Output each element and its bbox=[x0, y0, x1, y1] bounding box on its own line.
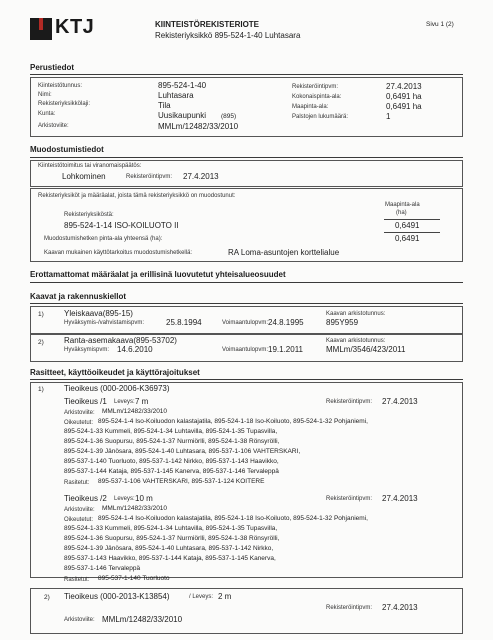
label-rekisteriyksikosta: Rekisteriyksiköstä: bbox=[64, 212, 114, 218]
section-title-kaavat: Kaavat ja rakennuskiellot bbox=[30, 292, 127, 301]
value-rekisteriyksikkolaji: Tila bbox=[158, 101, 171, 110]
header-ha: (ha) bbox=[396, 210, 407, 216]
label-maapinta-ala: Maapinta-ala: bbox=[292, 104, 329, 110]
rasite-sub-ark-value: MMLm/12482/33/2010 bbox=[102, 408, 168, 415]
value-kunta: Uusikaupunki bbox=[158, 111, 207, 120]
rasite-sub-line: 895-524-1-39 Jänösara, 895-524-1-40 Luhtasara, 895-537-1-106 VAHTERSKARI, bbox=[64, 448, 301, 455]
section-rule bbox=[30, 282, 463, 283]
rasite-sub-ras-label: Rasitetut: bbox=[64, 577, 90, 583]
rasite-sub-line: 895-524-1-36 Suopursu, 895-524-1-37 Nurmiörlli, 895-524-1-38 Rönsyrölli, bbox=[64, 535, 280, 542]
rasite-sub-rek-value: 27.4.2013 bbox=[382, 494, 418, 503]
rasite-item-leveys-value: 2 m bbox=[218, 592, 232, 601]
section-title-erottamattomat: Erottamattomat määräalat ja erillisinä luovutetut yhteisalueosuudet bbox=[30, 270, 286, 279]
rasite-sub-line: 895-524-1-33 Kummeli, 895-524-1-34 Luhtavilla, 895-524-1-35 Tupasvilla, bbox=[64, 525, 278, 532]
rasite-sub-rek-value: 27.4.2013 bbox=[382, 397, 418, 406]
label-palstojen-lukumaara: Palstojen lukumäärä: bbox=[292, 114, 349, 120]
kaava-item-voim-value: 19.1.2011 bbox=[268, 345, 303, 354]
rasite-sub-title: Tieoikeus /1 bbox=[64, 397, 107, 406]
rasite-item-number: 1) bbox=[38, 386, 44, 393]
rasite-sub-oik-label: Oikeutetut: bbox=[64, 517, 94, 523]
rasite-sub-line: 895-524-1-4 Iso-Koiluodon kalastajatila, 895-524-1-18 Iso-Koiluoto, 895-524-1-32 Pohjaniemi, bbox=[98, 515, 368, 522]
rasite-item-rek-label: Rekisteröintipvm: bbox=[326, 605, 373, 611]
value-rekisteriyksikosta-area: 0,6491 bbox=[395, 221, 420, 230]
value-nimi: Luhtasara bbox=[158, 91, 194, 100]
section-title-rasitteet: Rasitteet, käyttöoikeudet ja käyttörajoitukset bbox=[30, 368, 200, 377]
label-yhteensa: Muodostumishetken pinta-ala yhteensä (ha): bbox=[44, 236, 163, 242]
kaava-item-name: Yleiskaava(895-15) bbox=[64, 309, 133, 318]
label-rekisteriyksikkolaji: Rekisteriyksikkölaji: bbox=[38, 101, 91, 107]
section-rule bbox=[30, 303, 463, 304]
rasite-sub-line: 895-537-1-140 Tuorluoto, 895-537-1-142 Nirkko, 895-537-1-143 Haavikko, bbox=[64, 458, 279, 465]
rasite-sub-rek-label: Rekisteröintipvm: bbox=[326, 399, 373, 405]
rasite-sub-ark-label: Arkistoviite: bbox=[64, 410, 95, 416]
value-kaavan-kayttotarkoitus: RA Loma-asuntojen korttelialue bbox=[228, 248, 340, 257]
ktj-logo-text: KTJ bbox=[55, 16, 95, 38]
label-kokonaispinta-ala: Kokonaispinta-ala: bbox=[292, 94, 342, 100]
kaava-item-ark-label: Kaavan arkistotunnus: bbox=[326, 311, 386, 317]
kaava-item-voim-value: 24.8.1995 bbox=[268, 318, 304, 327]
rasite-sub-line: 895-524-1-36 Suopursu, 895-524-1-37 Nurmiörlli, 895-524-1-38 Rönsyrölli, bbox=[64, 438, 280, 445]
rasite-sub-line: 895-537-1-146 Tervaleppä bbox=[64, 565, 141, 572]
kaava-item-number: 1) bbox=[38, 311, 44, 318]
label-kunta: Kunta: bbox=[38, 111, 56, 117]
label-kiinteistotoimitus: Kiinteistötoimitus tai viranomaispäätös: bbox=[38, 163, 142, 169]
value-palstojen-lukumaara: 1 bbox=[386, 112, 391, 121]
rasite-item-leveys-label: / Leveys: bbox=[189, 594, 214, 600]
rasite-item-title: Tieoikeus (000-2013-K13854) bbox=[64, 592, 170, 601]
table-sum-rule bbox=[384, 232, 440, 233]
rasite-sub-ras-value: 895-537-1-106 VAHTERSKARI, 895-537-1-124 KOITERE bbox=[98, 478, 265, 485]
value-toimitus-rekisterointipvm: 27.4.2013 bbox=[183, 172, 219, 181]
rasite-sub-line: 895-524-1-33 Kummeli, 895-524-1-34 Luhtavilla, 895-524-1-35 Tupasvilla, bbox=[64, 428, 278, 435]
ktj-logo-mark bbox=[30, 18, 52, 40]
label-rekisterointipvm: Rekisteröintipvm: bbox=[292, 84, 339, 90]
value-arkistoviite: MMLm/12482/33/2010 bbox=[158, 122, 239, 131]
rasite-sub-leveys-value: 10 m bbox=[135, 494, 153, 503]
kaava-item-ark-label: Kaavan arkistotunnus: bbox=[326, 338, 386, 344]
rasite-item-ark-value: MMLm/12482/33/2010 bbox=[102, 615, 183, 624]
value-rekisterointipvm: 27.4.2013 bbox=[386, 82, 422, 91]
value-kokonaispinta-ala: 0,6491 ha bbox=[386, 92, 422, 101]
rasite-sub-ras-label: Rasitetut: bbox=[64, 480, 90, 486]
rasite-sub-line: 895-537-1-143 Haavikko, 895-537-1-144 Kataja, 895-537-1-145 Kanerva, bbox=[64, 555, 276, 562]
rasite-sub-line: 895-537-1-144 Kataja, 895-537-1-145 Kanerva, 895-537-1-146 Tervaleppä bbox=[64, 468, 279, 475]
label-nimi: Nimi: bbox=[38, 92, 52, 98]
rasite-sub-title: Tieoikeus /2 bbox=[64, 494, 107, 503]
kaava-item-voim-label: Voimaantulopvm: bbox=[222, 320, 269, 326]
value-kunta-code: (895) bbox=[221, 113, 237, 120]
rasite-sub-ark-value: MMLm/12482/33/2010 bbox=[102, 505, 168, 512]
rasite-sub-line: 895-524-1-4 Iso-Koiluodon kalastajatila, 895-524-1-18 Iso-Koiluoto, 895-524-1-32 Pohjaniemi, bbox=[98, 418, 368, 425]
table-header-rule bbox=[384, 219, 440, 220]
kaava-item-ark-value: MMLm/3546/423/2011 bbox=[326, 345, 406, 354]
label-rekisteriyksikot-maaraalat: Rekisteriyksiköt ja määräalat, joista tämä rekisteriyksikkö on muodostunut: bbox=[38, 193, 236, 199]
kaava-item-number: 2) bbox=[38, 339, 44, 346]
value-maapinta-ala: 0,6491 ha bbox=[386, 102, 422, 111]
page-number: Sivu 1 (2) bbox=[426, 21, 454, 28]
rasite-item-ark-label: Arkistoviite: bbox=[64, 617, 95, 623]
label-kaavan-kayttotarkoitus: Kaavan mukainen käyttötarkoitus muodostumishetkellä: bbox=[44, 250, 193, 256]
section-title-muodostumistiedot: Muodostumistiedot bbox=[30, 145, 104, 154]
section-rule bbox=[30, 379, 463, 380]
header-maapinta-ala: Maapinta-ala bbox=[385, 202, 420, 208]
rasite-sub-leveys-value: 7 m bbox=[135, 397, 149, 406]
label-toimitus-rekisterointipvm: Rekisteröintipvm: bbox=[126, 174, 173, 180]
section-title-perustiedot: Perustiedot bbox=[30, 63, 75, 72]
section-rule bbox=[30, 74, 463, 75]
kaava-item-date-label: Hyväksymis-/vahvistamispvm: bbox=[64, 320, 145, 326]
rasite-sub-leveys-label: Leveys: bbox=[114, 399, 135, 405]
section-rule bbox=[30, 157, 463, 158]
rasite-item-rek-value: 27.4.2013 bbox=[382, 603, 418, 612]
kaava-item-voim-label: Voimaantulopvm: bbox=[222, 347, 269, 353]
rasite-sub-ras-value: 895-537-1-140 Tuorluoto bbox=[98, 575, 170, 582]
rasite-sub-oik-label: Oikeutetut: bbox=[64, 420, 94, 426]
rasite-sub-ark-label: Arkistoviite: bbox=[64, 507, 95, 513]
value-toimitus: Lohkominen bbox=[62, 172, 106, 181]
value-kiinteistotunnus: 895-524-1-40 bbox=[158, 81, 207, 90]
rasite-item-number: 2) bbox=[44, 594, 50, 601]
value-yhteensa: 0,6491 bbox=[395, 234, 420, 243]
label-arkistoviite: Arkistoviite: bbox=[38, 123, 69, 129]
rasite-sub-leveys-label: Leveys: bbox=[114, 496, 135, 502]
rasite-item-title: Tieoikeus (000-2006-K36973) bbox=[64, 384, 170, 393]
rasite-sub-line: 895-524-1-39 Jänösara, 895-524-1-40 Luhtasara, 895-537-1-142 Nirkko, bbox=[64, 545, 274, 552]
kaava-item-date-value: 25.8.1994 bbox=[166, 318, 202, 327]
rasite-sub-rek-label: Rekisteröintipvm: bbox=[326, 496, 373, 502]
kaava-item-ark-value: 895Y959 bbox=[326, 318, 359, 327]
document-subtitle: Rekisteriyksikkö 895-524-1-40 Luhtasara bbox=[155, 31, 301, 40]
label-kiinteistotunnus: Kiinteistötunnus: bbox=[38, 83, 83, 89]
value-rekisteriyksikosta: 895-524-1-14 ISO-KOILUOTO II bbox=[64, 221, 179, 230]
document-title: KIINTEISTÖREKISTERIOTE bbox=[155, 20, 260, 29]
kaava-item-name: Ranta-asemakaava(895-53702) bbox=[64, 336, 177, 345]
kaava-item-date-label: Hyväksymispvm: bbox=[64, 347, 110, 353]
kaava-item-date-value: 14.6.2010 bbox=[117, 345, 153, 354]
